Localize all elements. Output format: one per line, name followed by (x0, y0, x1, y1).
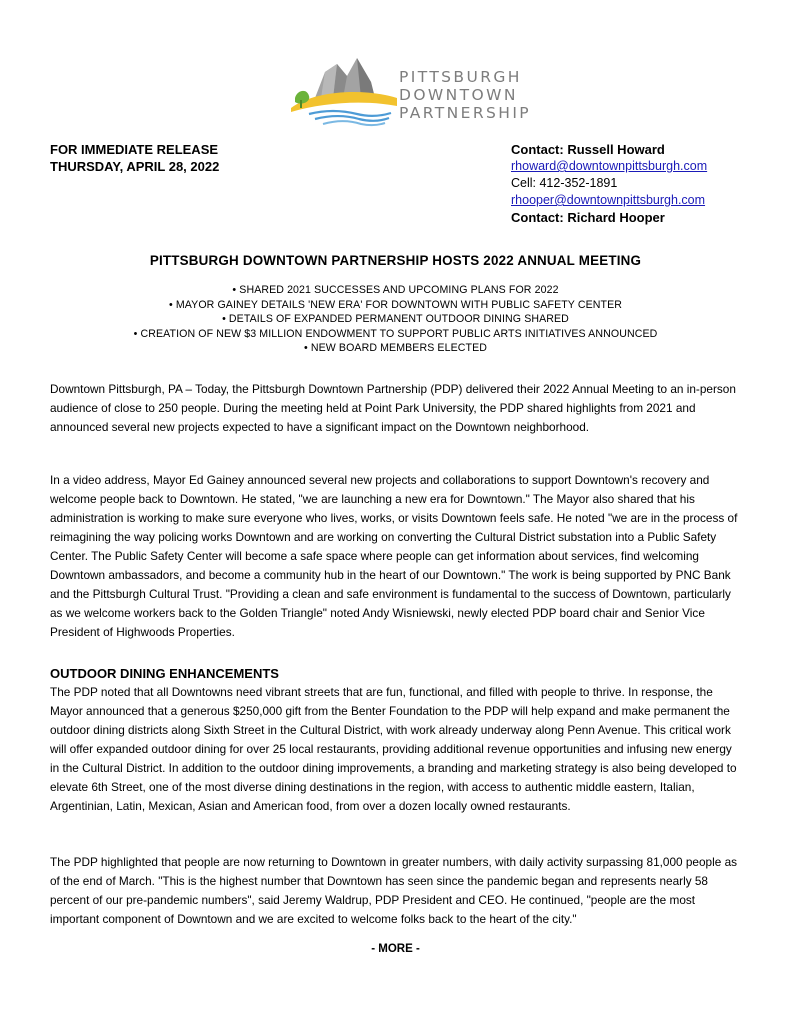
logo-wordmark (399, 68, 531, 122)
contact-block (511, 141, 707, 226)
release-header (50, 141, 219, 175)
contact-secondary: Contact: Richard Hooper (511, 210, 665, 225)
more-indicator: - MORE - (371, 943, 420, 955)
logo-line-2: DOWNTOWN (399, 86, 518, 104)
email-link-rhooper[interactable]: rhooper@downtownpittsburgh.com (511, 193, 706, 207)
paragraph-mayor-address: In a video address, Mayor Ed Gainey announced several new projects and collaborations to support Downtown's recovery and welcome people back to Downtown. He stated, "we are launching a new era for Downtown." The Mayor also shared that his administration is working to make sure everyone who lives, works, or visits Downtown feels safe. He noted "we are in the process of reimagining the way policing works Downtown and are working on converting the Cultural District substation into a Public Safety Center. The Public Safety Center will become a safe space where people can get information about services, find welcoming Downtown ambassadors, and become a community hub in the heart of our Downtown." The work is being supported by PNC Bank and the Pittsburgh Cultural Trust. "Providing a clean and safe environment is fundamental to the success of Downtown, particularly as we welcome workers back to the Golden Triangle" noted Andy Wisniewski, newly elected PDP board chair and Senior Vice President of Highwoods Properties. (50, 473, 738, 639)
highlights-list (0, 283, 791, 356)
email-link-rhoward[interactable]: rhoward@downtownpittsburgh.com (511, 159, 708, 173)
contact-cell: Cell: 412-352-1891 (511, 176, 618, 190)
section-heading-outdoor-dining: OUTDOOR DINING ENHANCEMENTS (50, 666, 279, 681)
skyline-logo-icon (285, 52, 405, 130)
logo-line-3: PARTNERSHIP (399, 104, 532, 122)
pdp-logo (285, 52, 532, 130)
highlight-item: • CREATION OF NEW $3 MILLION ENDOWMENT TO SUPPORT PUBLIC ARTS INITIATIVES ANNOUNCED (133, 327, 658, 340)
paragraph-outdoor-dining: The PDP noted that all Downtowns need vibrant streets that are fun, functional, and filled with people to thrive. In response, the Mayor announced that a generous $250,000 gift from the Benter Foundation to the PDP will help expand and make permanent the outdoor dining districts along Sixth Street in the Cultural District, with work already underway along Penn Avenue. This critical work will offer expanded outdoor dining for over 25 local restaurants, providing additional revenue opportunities and infusing new energy in the Cultural District. In addition to the outdoor dining improvements, a branding and marketing strategy is also being developed to elevate 6th Street, one of the most diverse dining destinations in the region, with access to authentic middle eastern, Italian, Argentinian, Latin, Mexican, Asian and American food, from over a dozen locally owned restaurants. (50, 685, 737, 813)
contact-primary: Contact: Russell Howard (511, 142, 665, 157)
highlight-item: • SHARED 2021 SUCCESSES AND UPCOMING PLANS FOR 2022 (232, 284, 559, 296)
press-release-title: PITTSBURGH DOWNTOWN PARTNERSHIP HOSTS 2022 ANNUAL MEETING (149, 253, 642, 268)
highlight-item: • NEW BOARD MEMBERS ELECTED (304, 342, 487, 355)
highlight-item: • DETAILS OF EXPANDED PERMANENT OUTDOOR DINING SHARED (222, 313, 569, 326)
paragraph-intro: Downtown Pittsburgh, PA – Today, the Pittsburgh Downtown Partnership (PDP) delivered their 2022 Annual Meeting to an in-person audience of close to 250 people. During the meeting held at Point Park University, the PDP shared highlights from 2021 and announced several new projects expected to have a significant impact on the Downtown neighborhood. (50, 382, 736, 434)
logo-line-1: PITTSBURGH (399, 68, 522, 86)
highlight-item: • MAYOR GAINEY DETAILS 'NEW ERA' FOR DOWNTOWN WITH PUBLIC SAFETY CENTER (169, 298, 622, 311)
paragraph-returning-visitors: The PDP highlighted that people are now returning to Downtown in greater numbers, with daily activity surpassing 81,000 people as of the end of March. "This is the highest number that Downtown has seen since the pandemic began and represents nearly 58 percent of our pre-pandemic numbers", said Jeremy Waldrup, PDP President and CEO. He continued, "people are the most important component of Downtown and we are excited to welcome folks back to the heart of the city." (50, 855, 738, 926)
release-date: THURSDAY, APRIL 28, 2022 (50, 159, 220, 174)
release-label: FOR IMMEDIATE RELEASE (50, 142, 219, 157)
